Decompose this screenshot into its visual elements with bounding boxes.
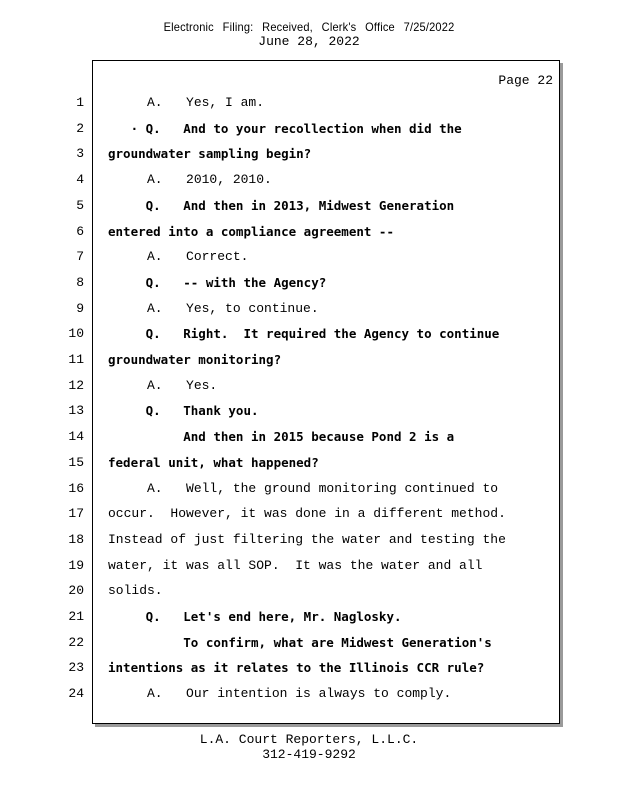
answer-line-text: A. Well, the ground monitoring continued to	[108, 481, 499, 496]
answer-line-text: A. 2010, 2010.	[108, 172, 272, 187]
line-number: 12	[68, 378, 84, 393]
question-line-text: · Q. And to your recollection when did the	[108, 121, 462, 136]
question-line-text: groundwater sampling begin?	[108, 146, 312, 161]
question-line-text: And then in 2015 because Pond 2 is a	[108, 429, 455, 444]
line-number: 1	[76, 95, 84, 110]
line-number: 24	[68, 686, 84, 701]
question-line-text: groundwater monitoring?	[108, 352, 282, 367]
question-line-text: Q. Thank you.	[108, 403, 259, 418]
line-number: 11	[68, 352, 84, 367]
answer-line-text: A. Our intention is always to comply.	[108, 686, 452, 701]
line-number: 6	[76, 224, 84, 239]
line-number: 21	[68, 609, 84, 624]
court-reporter-name: L.A. Court Reporters, L.L.C.	[199, 732, 419, 747]
line-number: 8	[76, 275, 84, 290]
answer-line-text: solids.	[108, 583, 163, 598]
line-number: 13	[68, 403, 84, 418]
question-line-text: intentions as it relates to the Illinois CCR rule?	[108, 660, 485, 675]
line-number: 5	[76, 198, 84, 213]
transcript-date: June 28, 2022	[258, 34, 360, 49]
line-number: 18	[68, 532, 84, 547]
question-line-text: Q. -- with the Agency?	[108, 275, 327, 290]
line-number: 22	[68, 635, 84, 650]
answer-line-text: A. Yes, I am.	[108, 95, 265, 110]
question-line-text: To confirm, what are Midwest Generation's	[108, 635, 492, 650]
line-number: 15	[68, 455, 84, 470]
line-number: 3	[76, 146, 84, 161]
court-reporter-phone: 312-419-9292	[262, 747, 356, 762]
line-number: 2	[76, 121, 84, 136]
filing-stamp: Electronic Filing: Received, Clerk's Office 7/25/2022	[163, 20, 455, 34]
question-line-text: federal unit, what happened?	[108, 455, 319, 470]
line-number: 17	[68, 506, 84, 521]
answer-line-text: occur. However, it was done in a different method.	[108, 506, 506, 521]
line-number: 4	[76, 172, 84, 187]
answer-line-text: A. Yes.	[108, 378, 218, 393]
line-number: 10	[68, 326, 84, 341]
question-line-text: Q. And then in 2013, Midwest Generation	[108, 198, 455, 213]
answer-line-text: water, it was all SOP. It was the water and all	[108, 558, 483, 573]
question-line-text: Q. Let's end here, Mr. Naglosky.	[108, 609, 402, 624]
line-number: 20	[68, 583, 84, 598]
line-number: 7	[76, 249, 84, 264]
page-number: Page 22	[498, 73, 553, 88]
answer-line-text: A. Correct.	[108, 249, 249, 264]
line-number: 19	[68, 558, 84, 573]
line-number: 14	[68, 429, 84, 444]
answer-line-text: Instead of just filtering the water and testing the	[108, 532, 506, 547]
answer-line-text: A. Yes, to continue.	[108, 301, 319, 316]
line-number: 16	[68, 481, 84, 496]
line-number: 23	[68, 660, 84, 675]
question-line-text: entered into a compliance agreement --	[108, 224, 394, 239]
line-number: 9	[76, 301, 84, 316]
question-line-text: Q. Right. It required the Agency to continue	[108, 326, 500, 341]
